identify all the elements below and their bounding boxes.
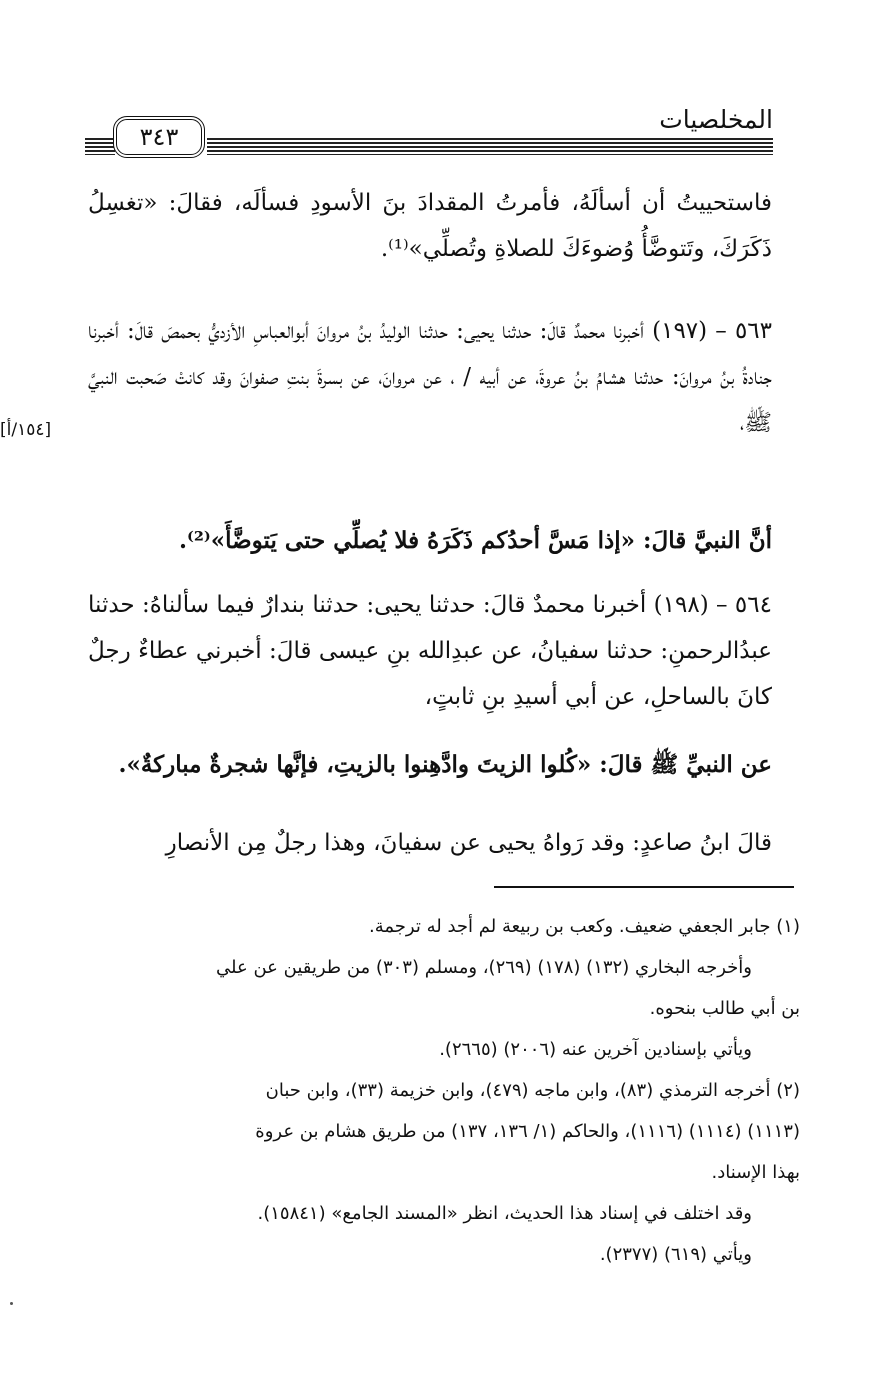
hadith-text-564: عن النبيِّ ﷺ قالَ: «كُلوا الزيتَ وادَّهِنوا بالزيتِ، فإنَّها شجرةٌ مباركةٌ». <box>118 751 772 778</box>
footnote-2-line-3: بهذا الإسناد. <box>711 1162 800 1183</box>
running-title: المخلصيات <box>659 105 773 134</box>
page-header <box>85 102 773 162</box>
header-rule-right <box>207 138 773 155</box>
footnote-1-line-3: بن أبي طالب بنحوه. <box>649 998 800 1019</box>
footnote-2-line-1: (٢) أخرجه الترمذي (٨٣)، وابن ماجه (٤٧٩)، وابن خزيمة (٣٣)، وابن حبان <box>265 1080 800 1101</box>
footnote-divider <box>494 886 794 888</box>
footnote-2-line-5: ويأتي (٦١٩) (٢٣٧٧). <box>599 1244 752 1265</box>
paragraph-ibn-saed: قالَ ابنُ صاعدٍ: وقد رَواهُ يحيى عن سفيانَ، وهذا رجلٌ مِن الأنصارِ <box>165 830 772 856</box>
header-rule-left <box>85 138 115 155</box>
scan-speck <box>10 1302 13 1305</box>
footnotes <box>88 906 800 1275</box>
footnote-1-line-1: (١) جابر الجعفي ضعيف. وكعب بن ربيعة لم أجد له ترجمة. <box>369 916 800 937</box>
paragraph-hadith-564: ٥٦٤ – (١٩٨) أخبرنا محمدٌ قالَ: حدثنا يحيى: حدثنا بندارٌ فيما سألناهُ: حدثنا عبدُالرحمنِ: حدثنا سفيانُ، عن عبدِالله بنِ عيسى قالَ: أخبرني عطاءٌ رجلٌ كانَ بالساحلِ، عن أبي أسيدِ بنِ ثابتٍ، <box>88 592 772 710</box>
footnote-2-line-4: وقد اختلف في إسناد هذا الحديث، انظر «المسند الجامع» (١٥٨٤١). <box>257 1203 752 1224</box>
paragraph-1: فاستحييتُ أن أسألَهُ، فأمرتُ المقدادَ بنَ الأسودِ فسألَه، فقالَ: «تغسِلُ ذَكَرَكَ، وتَتوضَّأُ وُضوءَكَ للصلاةِ وتُصلِّي»⁽¹⁾. <box>88 190 772 262</box>
paragraph-hadith-563: ٥٦٣ – (١٩٧) أخبرنا محمدٌ قالَ: حدثنا يحيى: حدثنا الوليدُ بنُ مروانَ أبوالعباسِ الأزديُّ بحمصَ قالَ: أخبرنا جنادةُ بنُ مروانَ: حدثنا هشامُ بنُ عروةَ، عن أبيه / ، عن مروانَ، عن بسرةَ بنتِ صفوانَ وقد كانتْ صَحبت النبيَّ ﷺ، <box>88 318 772 436</box>
footnote-2-line-2: (١١١٣) (١١١٤) (١١١٦)، والحاكم (١/ ١٣٦، ١٣٧) من طريق هشام بن عروة <box>255 1121 800 1142</box>
page-number: ٣٤٣ <box>113 116 205 158</box>
hadith-text-563: أنَّ النبيَّ قالَ: «إذا مَسَّ أحدُكم ذَكَرَهُ فلا يُصلِّي حتى يَتوضَّأَ»⁽²⁾. <box>178 527 772 554</box>
manuscript-folio-ref: [١٥٤/أ] <box>0 420 52 440</box>
footnote-1-line-2: وأخرجه البخاري (١٣٢) (١٧٨) (٢٦٩)، ومسلم (٣٠٣) من طريقين عن علي <box>216 957 752 978</box>
footnote-1-line-4: ويأتي بإسنادين آخرين عنه (٢٠٠٦) (٢٦٦٥). <box>439 1039 752 1060</box>
